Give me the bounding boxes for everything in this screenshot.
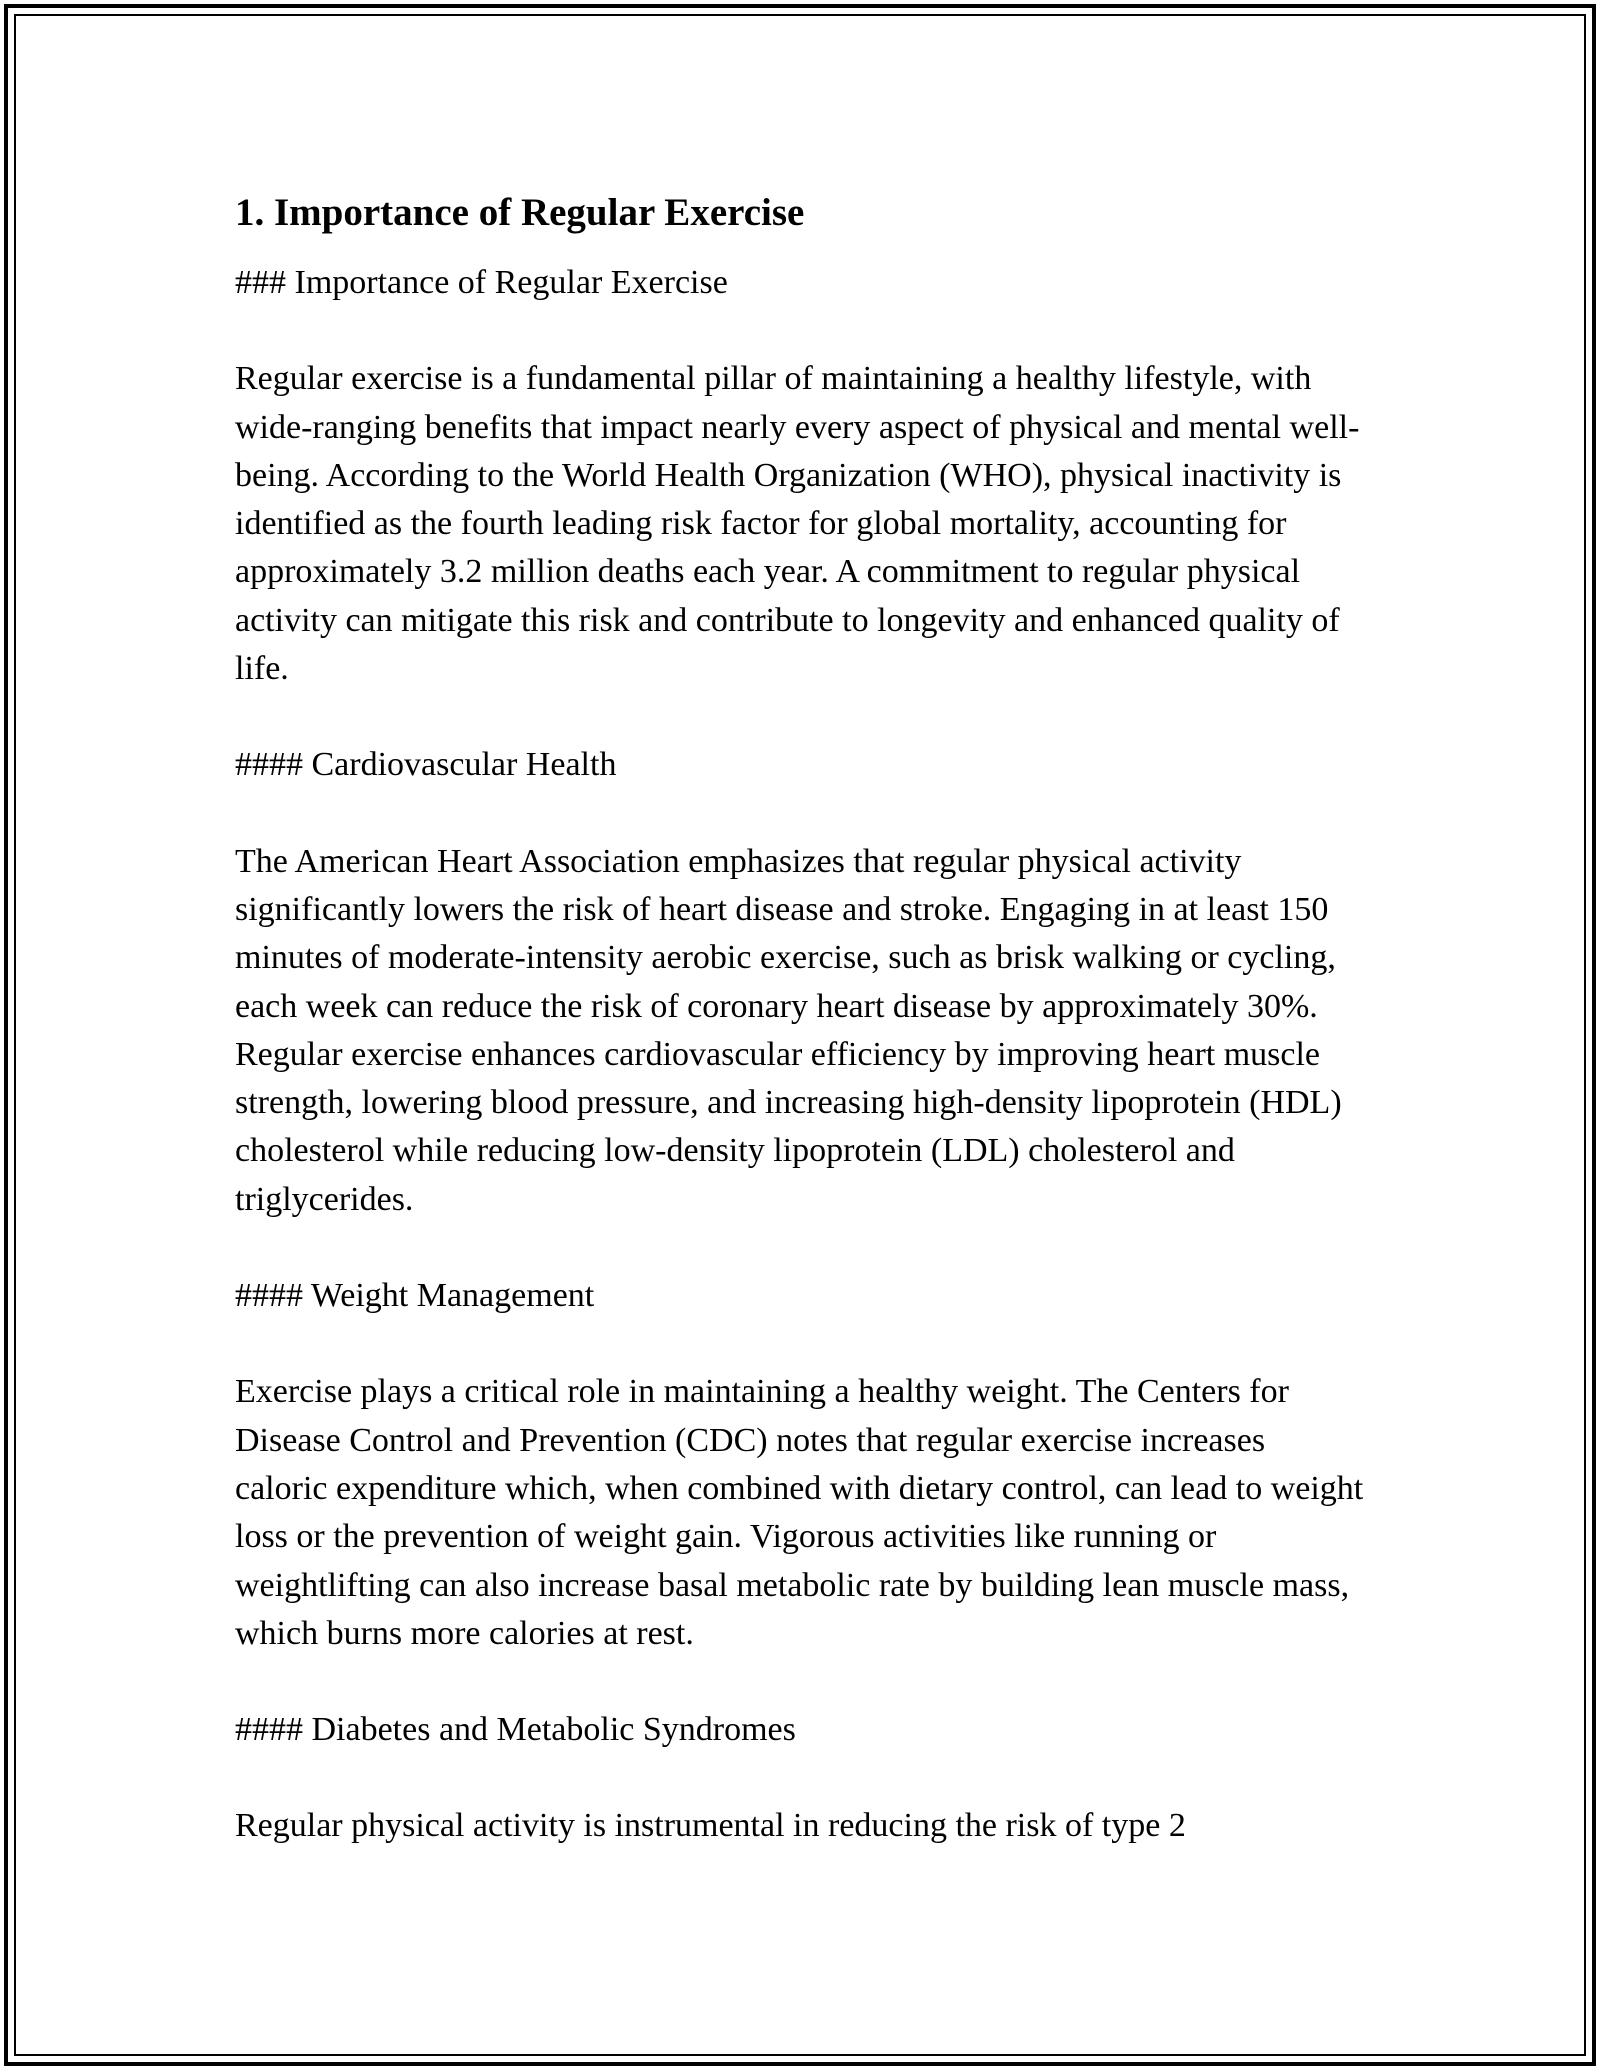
document-body — [235, 187, 1365, 1899]
section-title: 1. Importance of Regular Exercise — [235, 191, 805, 234]
paragraph-weight: Exercise plays a critical role in maintaining a healthy weight. The Centers for Disease Control and Prevention (CDC) notes that regular exercise increases caloric expenditure which, when combined with dietary control, can lead to weight loss or the prevention of weight gain. Vigorous activities like running or weightlifting can also increase basal metabolic rate by building lean muscle mass, which burns more calories at rest. — [235, 1373, 1364, 1652]
subheading-importance: ### Importance of Regular Exercise — [235, 264, 728, 301]
paragraph-intro: Regular exercise is a fundamental pillar of maintaining a healthy lifestyle, with wide-ranging benefits that impact nearly every aspect of physical and mental well-being. According to the World Health Organization (WHO), physical inactivity is identified as the fourth leading risk factor for global mortality, accounting for approximately 3.2 million deaths each year. A commitment to regular physical activity can mitigate this risk and contribute to longevity and enhanced quality of life. — [235, 360, 1360, 688]
paragraph-diabetes: Regular physical activity is instrumental in reducing the risk of type 2 — [235, 1807, 1186, 1845]
subheading-cardiovascular: #### Cardiovascular Health — [235, 746, 617, 784]
paragraph-cardiovascular: The American Heart Association emphasizes that regular physical activity significantly lowers the risk of heart disease and stroke. Engaging in at least 150 minutes of moderate-intensity aerobic exercise, such as brisk walking or cycling, each week can reduce the risk of coronary heart disease by approximately 30%. Regular exercise enhances cardiovascular efficiency by improving heart muscle strength, lowering blood pressure, and increasing high-density lipoprotein (HDL) cholesterol while reducing low-density lipoprotein (LDL) cholesterol and triglycerides. — [235, 842, 1342, 1218]
subheading-weight: #### Weight Management — [235, 1277, 595, 1315]
subheading-diabetes: #### Diabetes and Metabolic Syndromes — [235, 1711, 796, 1749]
